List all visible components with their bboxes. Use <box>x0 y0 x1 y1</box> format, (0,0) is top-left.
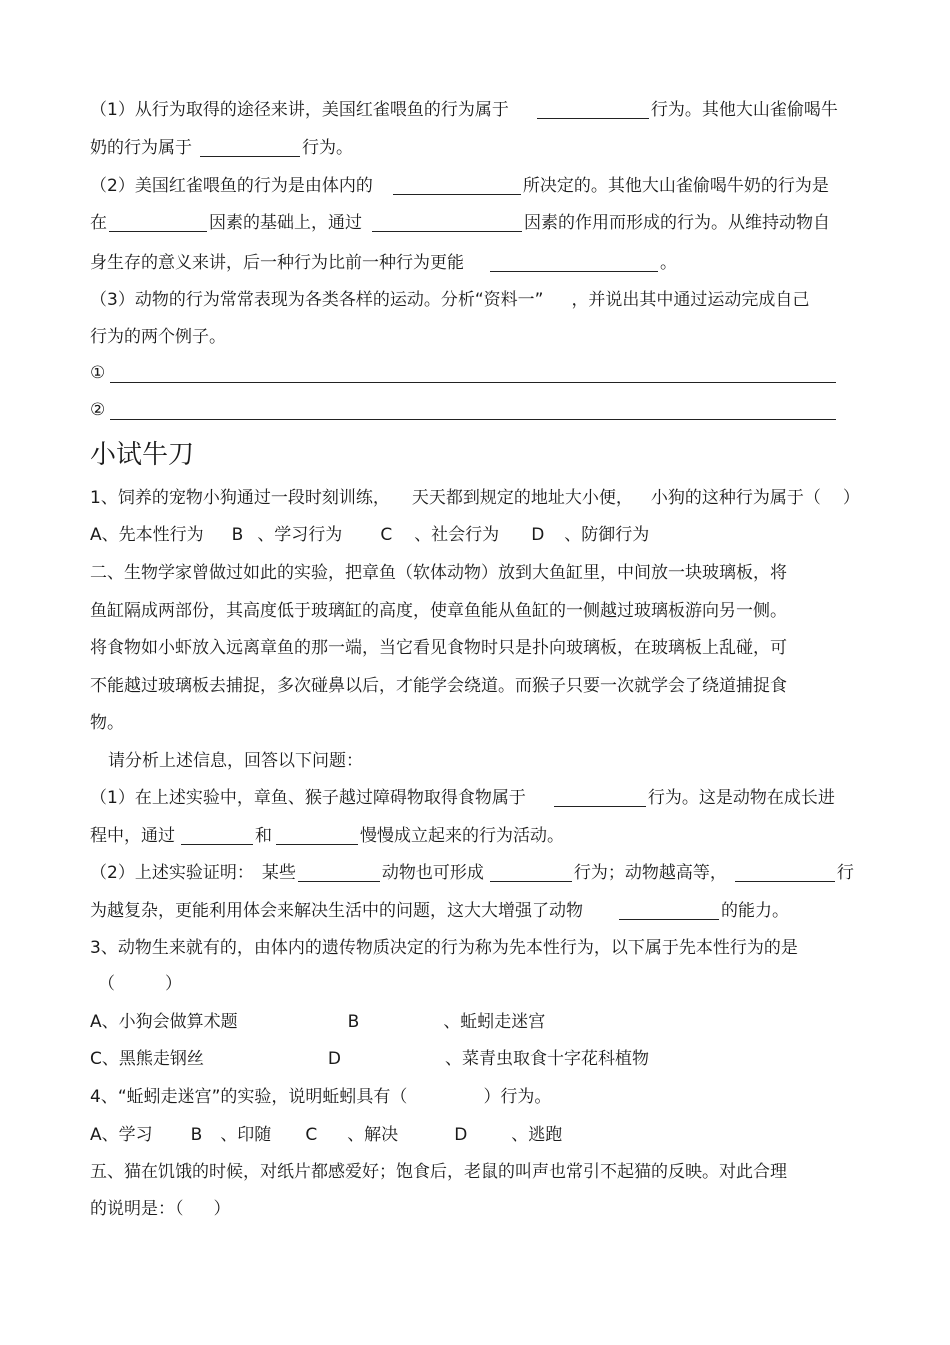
option-b[interactable]: 、印随 <box>220 1125 272 1145</box>
exercise-2-q2-line-2 <box>90 900 789 922</box>
question-2-line-2 <box>90 212 830 234</box>
answer-blank[interactable] <box>619 901 719 920</box>
text: 。 <box>660 253 677 273</box>
question-3-line-2 <box>90 326 226 348</box>
answer-blank[interactable] <box>298 863 380 882</box>
option-a[interactable]: A、小狗会做算术题 <box>90 1012 238 1032</box>
answer-blank[interactable] <box>735 863 835 882</box>
circled-number-2: ② <box>90 400 106 420</box>
exercise-3-options-ab <box>90 1011 545 1033</box>
text: ） <box>165 974 182 994</box>
option-b-letter[interactable]: B <box>347 1012 360 1032</box>
text: 的能力。 <box>721 901 789 921</box>
exercise-2-q1-line-2 <box>90 825 564 847</box>
option-d-letter[interactable]: D <box>531 525 545 545</box>
text: （3）动物的行为常常表现为各类各样的运动。分析“资料一” <box>90 290 544 310</box>
circled-number-1: ① <box>90 363 106 383</box>
answer-line-1[interactable] <box>110 364 836 383</box>
text: 行为。 <box>302 138 353 158</box>
question-1-line-2 <box>90 137 353 159</box>
exercise-2-q1 <box>90 787 835 809</box>
exercise-2-q2 <box>90 862 854 884</box>
text: 行为；动物越高等， <box>573 863 727 883</box>
option-c[interactable]: 、社会行为 <box>414 525 500 545</box>
text: 身生存的意义来讲，后一种行为比前一种行为更能 <box>90 253 464 273</box>
option-d-letter[interactable]: D <box>454 1125 468 1145</box>
text: 程中，通过 <box>90 826 175 846</box>
option-d[interactable]: 、防御行为 <box>564 525 650 545</box>
option-c-letter[interactable]: C <box>380 525 393 545</box>
text: 某些 <box>261 863 296 883</box>
option-b-letter[interactable]: B <box>231 525 244 545</box>
text: 的说明是：（ <box>90 1199 184 1219</box>
answer-blank[interactable] <box>109 213 207 232</box>
option-d-letter[interactable]: D <box>327 1049 341 1069</box>
answer-blank[interactable] <box>490 253 658 272</box>
text: 行为的两个例子。 <box>90 327 226 347</box>
option-d[interactable]: 、菜青虫取食十字花科植物 <box>444 1049 649 1069</box>
text: ）行为。 <box>483 1087 552 1107</box>
text: 慢慢成立起来的行为活动。 <box>360 826 564 846</box>
text: 天天都到规定的地址大小便， <box>411 488 633 508</box>
text: ） <box>213 1199 231 1219</box>
answer-blank[interactable] <box>276 826 358 845</box>
text: ，并说出其中通过运动完成自己 <box>571 290 810 310</box>
option-c[interactable]: C、黑熊走钢丝 <box>90 1049 204 1069</box>
question-1-line <box>90 99 838 121</box>
question-2-line <box>90 175 829 197</box>
answer-blank[interactable] <box>372 213 522 232</box>
text: （ <box>98 974 115 994</box>
text: 行 <box>836 863 854 883</box>
text: 动物也可形成 <box>381 863 484 883</box>
answer-blank[interactable] <box>554 788 646 807</box>
answer-blank[interactable] <box>393 176 521 195</box>
option-d[interactable]: 、逃跑 <box>511 1125 563 1145</box>
option-c-letter[interactable]: C <box>305 1125 318 1145</box>
exercise-2-line-2: 鱼缸隔成两部份，其高度低于玻璃缸的高度，使章鱼能从鱼缸的一侧越过玻璃板游向另一侧。 <box>90 601 787 621</box>
option-b[interactable]: 、学习行为 <box>257 525 343 545</box>
text: （2）美国红雀喂鱼的行为是由体内的 <box>90 176 373 196</box>
text: ） <box>842 488 860 508</box>
text: 1、饲养的宠物小狗通过一段时刻训练， <box>90 488 390 508</box>
exercise-4 <box>90 1086 551 1108</box>
text: （1）在上述实验中，章鱼、猴子越过障碍物取得食物属于 <box>90 788 526 808</box>
question-3-line <box>90 289 809 311</box>
text: 因素的作用而形成的行为。从维持动物自 <box>524 213 830 233</box>
answer-blank[interactable] <box>537 100 649 119</box>
exercise-2-line-4: 不能越过玻璃板去捕捉，多次碰鼻以后，才能学会绕道。而猴子只要一次就学会了绕道捕捉食 <box>90 676 787 696</box>
text: 奶的行为属于 <box>90 138 192 158</box>
answer-blank[interactable] <box>200 138 300 157</box>
exercise-4-options <box>90 1124 562 1146</box>
text: 4、“蚯蚓走迷宫”的实验，说明蚯蚓具有（ <box>90 1087 408 1107</box>
option-b[interactable]: 、蚯蚓走迷宫 <box>443 1012 546 1032</box>
exercise-2-line-5: 物。 <box>90 713 124 733</box>
section-heading: 小试牛刀 <box>90 440 195 470</box>
exercise-3-options-cd <box>90 1048 649 1070</box>
exercise-5-line-2 <box>90 1198 231 1220</box>
answer-blank[interactable] <box>490 863 572 882</box>
text: （2）上述实验证明： <box>90 863 254 883</box>
exercise-2-line-3: 将食物如小虾放入远离章鱼的那一端，当它看见食物时只是扑向玻璃板，在玻璃板上乱碰，可 <box>90 638 787 658</box>
exercise-5: 五、猫在饥饿的时候，对纸片都感爱好；饱食后，老鼠的叫声也常引不起猫的反映。对此合理 <box>90 1162 787 1182</box>
answer-blank[interactable] <box>181 826 253 845</box>
answer-marker-2 <box>90 399 105 421</box>
text: 行为。其他大山雀偷喝牛 <box>650 100 838 120</box>
text: 行为。这是动物在成长进 <box>647 788 835 808</box>
exercise-1-options <box>90 524 649 546</box>
option-b-letter[interactable]: B <box>190 1125 203 1145</box>
question-2-line-3 <box>90 252 677 274</box>
text: 和 <box>255 826 272 846</box>
text: 所决定的。其他大山雀偷喝牛奶的行为是 <box>522 176 829 196</box>
text: （1）从行为取得的途径来讲，美国红雀喂鱼的行为属于 <box>90 100 509 120</box>
text: 为越复杂，更能利用体会来解决生活中的问题，这大大增强了动物 <box>90 901 583 921</box>
exercise-3: 3、动物生来就有的，由体内的遗传物质决定的行为称为先本性行为，以下属于先本性行为的是 <box>90 938 798 958</box>
text: 小狗的这种行为属于（ <box>650 488 821 508</box>
text: 因素的基础上，通过 <box>209 213 362 233</box>
exercise-3-bracket <box>90 973 182 995</box>
text: 在 <box>90 213 107 233</box>
option-a[interactable]: A、先本性行为 <box>90 525 204 545</box>
exercise-1 <box>90 487 860 509</box>
answer-line-2[interactable] <box>110 401 836 420</box>
answer-marker-1 <box>90 362 105 384</box>
option-a[interactable]: A、学习 <box>90 1125 153 1145</box>
exercise-2-prompt: 请分析上述信息，回答以下问题： <box>108 751 363 771</box>
exercise-2-line-1: 二、生物学家曾做过如此的实验，把章鱼（软体动物）放到大鱼缸里，中间放一块玻璃板，将 <box>90 563 787 583</box>
option-c[interactable]: 、解决 <box>347 1125 399 1145</box>
